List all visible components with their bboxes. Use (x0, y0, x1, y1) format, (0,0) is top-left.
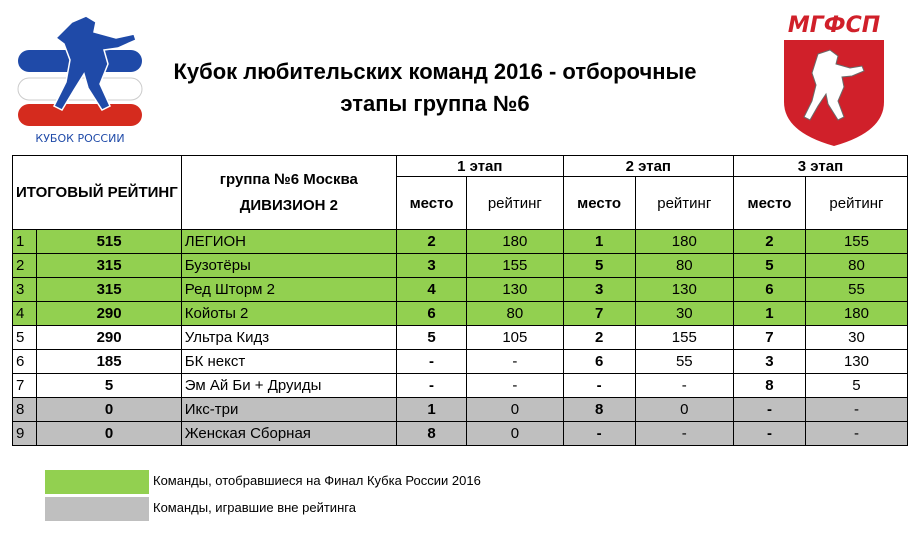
stage-3-rating: 30 (805, 326, 907, 350)
legend-finalists-text: Команды, отобравшиеся на Финал Кубка России 2016 (153, 473, 481, 488)
stage-2-place: 1 (563, 230, 635, 254)
stage-1-place: 6 (396, 302, 466, 326)
stage-1-rating: 130 (467, 278, 564, 302)
table-row (13, 254, 908, 278)
stage-3-place: 3 (733, 350, 805, 374)
table-row (13, 230, 908, 254)
stage-2-place: - (563, 374, 635, 398)
table-row (13, 326, 908, 350)
mgfsp-logo (778, 10, 890, 148)
table-row (13, 374, 908, 398)
row-number: 3 (13, 278, 37, 302)
stage-1-rating: 0 (467, 422, 564, 446)
table-row (13, 278, 908, 302)
stage-3-rating: 130 (805, 350, 907, 374)
legend-unrated-text: Команды, игравшие вне рейтинга (153, 500, 356, 515)
team-name: Женская Сборная (181, 422, 396, 446)
stage-2-rating: 80 (635, 254, 733, 278)
stage-1-rating: 105 (467, 326, 564, 350)
stage-2-rating-header: рейтинг (635, 177, 733, 230)
stage-2-rating: 155 (635, 326, 733, 350)
stage-3-place: 8 (733, 374, 805, 398)
stage-3-rating: 5 (805, 374, 907, 398)
total-rating: 5 (37, 374, 181, 398)
stage-3-place: 7 (733, 326, 805, 350)
logo-right-caption: МГФСП (787, 13, 881, 38)
total-rating: 515 (37, 230, 181, 254)
table-row (13, 398, 908, 422)
total-rating: 315 (37, 254, 181, 278)
stage-1-place-header: место (396, 177, 466, 230)
table-row (13, 422, 908, 446)
row-number: 9 (13, 422, 37, 446)
stage-3-rating: - (805, 398, 907, 422)
team-name: БК некст (181, 350, 396, 374)
stage-3-place: 1 (733, 302, 805, 326)
stage-1-header: 1 этап (396, 156, 563, 177)
title-line-1: Кубок любительских команд 2016 - отборочные (173, 59, 697, 84)
table-row (13, 350, 908, 374)
stage-2-place: 6 (563, 350, 635, 374)
row-number: 2 (13, 254, 37, 278)
row-number: 4 (13, 302, 37, 326)
stage-2-place: 3 (563, 278, 635, 302)
stage-3-place: 6 (733, 278, 805, 302)
stage-3-rating: 80 (805, 254, 907, 278)
stage-1-rating: - (467, 350, 564, 374)
row-number: 8 (13, 398, 37, 422)
total-rating: 315 (37, 278, 181, 302)
stage-2-rating: 130 (635, 278, 733, 302)
group-header (181, 156, 396, 230)
stage-3-place: - (733, 422, 805, 446)
stage-2-rating: 30 (635, 302, 733, 326)
stage-3-place: - (733, 398, 805, 422)
stage-3-place: 5 (733, 254, 805, 278)
stage-1-rating-header: рейтинг (467, 177, 564, 230)
page-title (150, 56, 720, 120)
results-table (12, 155, 908, 446)
stage-3-header: 3 этап (733, 156, 907, 177)
stage-2-rating: 55 (635, 350, 733, 374)
table-row (13, 302, 908, 326)
stage-3-place-header: место (733, 177, 805, 230)
row-number: 7 (13, 374, 37, 398)
team-name: Койоты 2 (181, 302, 396, 326)
stage-1-rating: 0 (467, 398, 564, 422)
logo-left-caption: КУБОК РОССИИ (35, 132, 125, 145)
stage-3-rating: 55 (805, 278, 907, 302)
stage-1-place: 3 (396, 254, 466, 278)
stage-2-rating: 0 (635, 398, 733, 422)
stage-2-place-header: место (563, 177, 635, 230)
stage-1-rating: 80 (467, 302, 564, 326)
stage-1-place: 2 (396, 230, 466, 254)
stage-2-rating: - (635, 374, 733, 398)
row-number: 6 (13, 350, 37, 374)
stage-1-rating: 180 (467, 230, 564, 254)
stage-2-place: 7 (563, 302, 635, 326)
stage-1-place: - (396, 350, 466, 374)
stage-2-header: 2 этап (563, 156, 733, 177)
legend-green-swatch (45, 470, 149, 494)
stage-1-place: 1 (396, 398, 466, 422)
stage-3-rating: - (805, 422, 907, 446)
stage-2-place: 5 (563, 254, 635, 278)
stage-1-rating: 155 (467, 254, 564, 278)
team-name: Эм Ай Би + Друиды (181, 374, 396, 398)
stage-3-place: 2 (733, 230, 805, 254)
total-rating: 290 (37, 326, 181, 350)
group-line-1: группа №6 Москва (219, 170, 358, 188)
team-name: Ультра Кидз (181, 326, 396, 350)
kubok-rossii-logo (10, 8, 150, 148)
stage-2-place: 2 (563, 326, 635, 350)
total-rating: 185 (37, 350, 181, 374)
stage-2-rating: 180 (635, 230, 733, 254)
rank-header: ИТОГОВЫЙ РЕЙТИНГ (13, 156, 182, 230)
stage-1-place: 8 (396, 422, 466, 446)
stage-2-rating: - (635, 422, 733, 446)
stage-1-place: 5 (396, 326, 466, 350)
group-line-2: ДИВИЗИОН 2 (239, 196, 338, 214)
row-number: 5 (13, 326, 37, 350)
stage-1-rating: - (467, 374, 564, 398)
total-rating: 0 (37, 422, 181, 446)
title-line-2: этапы группа №6 (340, 91, 530, 116)
stage-1-place: 4 (396, 278, 466, 302)
stage-3-rating: 155 (805, 230, 907, 254)
stage-2-place: 8 (563, 398, 635, 422)
total-rating: 290 (37, 302, 181, 326)
team-name: ЛЕГИОН (181, 230, 396, 254)
total-rating: 0 (37, 398, 181, 422)
row-number: 1 (13, 230, 37, 254)
team-name: Ред Шторм 2 (181, 278, 396, 302)
stage-1-place: - (396, 374, 466, 398)
legend-gray-swatch (45, 497, 149, 521)
stage-2-place: - (563, 422, 635, 446)
team-name: Икс-три (181, 398, 396, 422)
stage-3-rating: 180 (805, 302, 907, 326)
team-name: Бузотёры (181, 254, 396, 278)
stage-3-rating-header: рейтинг (805, 177, 907, 230)
